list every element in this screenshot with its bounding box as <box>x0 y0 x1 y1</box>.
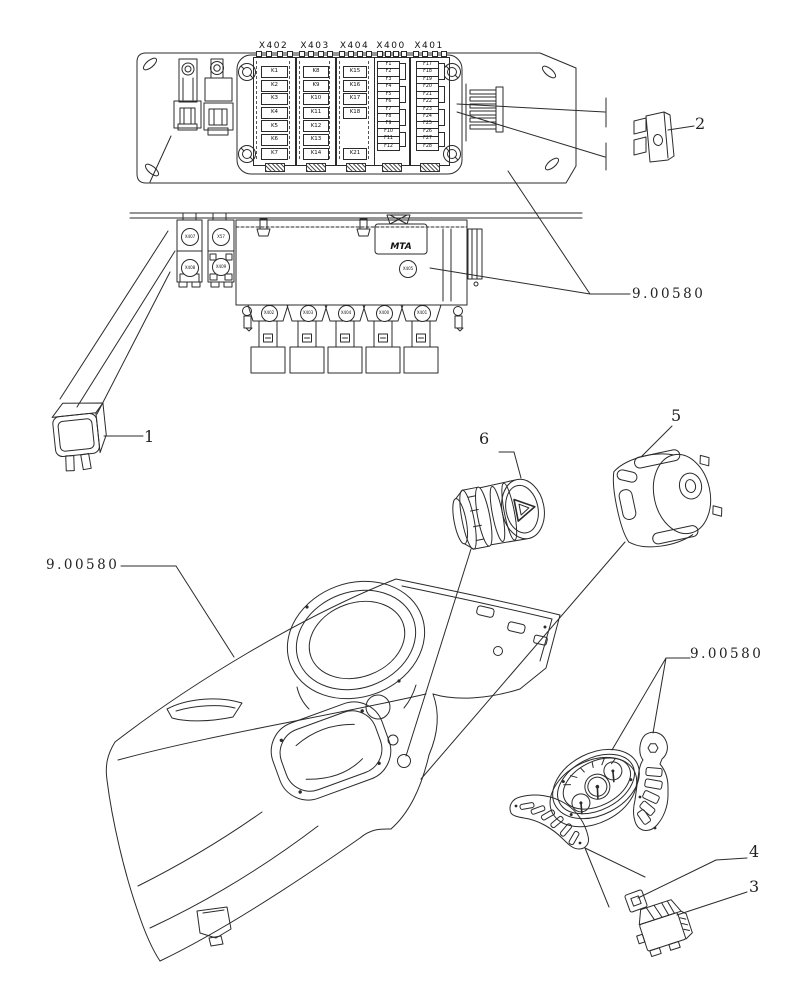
fuse-cell-F3: F3 <box>377 76 400 85</box>
fuse-cell-K5: K5 <box>261 120 288 132</box>
ref-fusebox-leaders <box>430 171 630 294</box>
fuse-location-leaders <box>457 98 606 170</box>
column-rail <box>289 61 290 159</box>
column-rail <box>368 61 369 159</box>
bottom-connector-label: X404 <box>338 305 355 322</box>
ref-console-leader <box>121 566 234 657</box>
hazard-switch-leader <box>406 549 471 756</box>
slotted-bracket-left <box>510 795 645 907</box>
column-bottom-stub <box>306 163 326 172</box>
fuse-cell-K6: K6 <box>261 134 288 146</box>
fuse-cell-K8: K8 <box>303 66 329 78</box>
fuse-cell-F1: F1 <box>377 61 400 70</box>
gauge-center <box>581 770 615 804</box>
fuse-cell-F11: F11 <box>377 136 400 145</box>
column-rail <box>299 61 300 159</box>
column-header-X404: X404 <box>339 41 370 51</box>
fuse-cell-F6: F6 <box>377 98 400 107</box>
end-bolt-icon <box>454 307 464 332</box>
fuse-cell-F2: F2 <box>377 68 400 77</box>
rocker-switch-part <box>629 897 695 959</box>
callout-5: 5 <box>671 406 682 425</box>
console-cowl-drawing <box>106 562 560 961</box>
side-right-bracket <box>468 229 482 286</box>
fuse-hole <box>653 134 663 146</box>
side-connector-label: X409 <box>212 258 230 276</box>
fuse-cell-K12: K12 <box>303 120 329 132</box>
fuse-cell-K13: K13 <box>303 134 329 146</box>
square-nut-part <box>624 889 647 912</box>
column-tab <box>256 51 262 57</box>
callout-6-leader <box>499 452 521 478</box>
knob-leader <box>421 542 625 779</box>
left-winglet <box>167 699 242 721</box>
callout-1-leaders <box>60 231 175 414</box>
column-tab <box>277 51 283 57</box>
hazard-triangle-icon <box>514 496 537 521</box>
column-tab <box>339 51 345 57</box>
callout-5-leader <box>641 426 672 457</box>
fuse-cell-F12: F12 <box>377 143 400 152</box>
bottom-connector-label: X401 <box>414 305 431 322</box>
fuse-cell-F17: F17 <box>416 61 439 70</box>
column-tab <box>401 51 407 57</box>
fuse-spare-tab <box>399 132 406 147</box>
blade-fuse-part <box>634 112 694 162</box>
column-tab <box>266 51 272 57</box>
callout-6: 6 <box>479 429 490 448</box>
instrument-bezel-opening <box>271 562 442 717</box>
side-connector-label: X407 <box>181 228 199 246</box>
column-bottom-stub <box>346 163 366 172</box>
bottom-connector-label: X403 <box>300 305 317 322</box>
fuse-cell-F8: F8 <box>377 113 400 122</box>
column-header-X402: X402 <box>258 41 289 51</box>
deck-details <box>476 605 548 655</box>
ref-number-console: 9.00580 <box>46 557 120 573</box>
corner-slot <box>142 56 159 72</box>
column-tab <box>308 51 314 57</box>
column-header-X401: X401 <box>414 41 444 51</box>
hazard-switch-part <box>449 476 550 552</box>
fuse-cell-F10: F10 <box>377 128 400 137</box>
fuse-cell-K1: K1 <box>261 66 288 78</box>
side-connector-label: X57 <box>212 228 230 246</box>
fuse-cell-F21: F21 <box>416 91 439 100</box>
fuse-spare-tab <box>438 132 445 147</box>
fuse-cell-F24: F24 <box>416 113 439 122</box>
corner-slot <box>544 156 561 172</box>
side-box-outline <box>236 220 467 305</box>
brand-logo: MTA <box>390 242 412 252</box>
fuse-cell-F23: F23 <box>416 106 439 115</box>
fuse-cell-K10: K10 <box>303 93 329 105</box>
fuse-spare-tab <box>399 63 406 80</box>
column-tab <box>366 51 372 57</box>
fuse-spare-tab <box>438 63 445 80</box>
column-tab <box>441 51 447 57</box>
column-rail <box>329 61 330 159</box>
callout-4-leader <box>638 858 747 898</box>
fuse-cell-K16: K16 <box>343 80 367 92</box>
fuse-cell-F20: F20 <box>416 83 439 92</box>
fuse-spare-tab <box>438 109 445 126</box>
fuse-cell-F4: F4 <box>377 83 400 92</box>
bottom-connector-label: X402 <box>261 305 278 322</box>
callout-1: 1 <box>144 427 155 446</box>
fuse-spare-tab <box>399 109 406 126</box>
steering-column-opening <box>263 694 399 809</box>
fuse-cell-K4: K4 <box>261 107 288 119</box>
fuse-cell-F27: F27 <box>416 136 439 145</box>
fuse-cell-K17: K17 <box>343 93 367 105</box>
fuse-cell-F19: F19 <box>416 76 439 85</box>
center-connector-label: X405 <box>399 260 417 278</box>
fuse-cell-F9: F9 <box>377 121 400 130</box>
fuse-cell-F28: F28 <box>416 143 439 152</box>
fuse-cell-K2: K2 <box>261 80 288 92</box>
callout-3: 3 <box>749 877 760 896</box>
column-tab <box>357 51 363 57</box>
gauge-needle <box>593 787 602 799</box>
fuse-spare-tab <box>399 86 406 103</box>
callout-3-leader <box>677 892 747 915</box>
fuse-cell-K9: K9 <box>303 80 329 92</box>
plate-left-bracket-a <box>174 59 201 130</box>
fuse-cell-K3: K3 <box>261 93 288 105</box>
switch-hole-hazard <box>388 735 398 745</box>
side-connector-label: X408 <box>181 259 199 277</box>
relay-part <box>51 399 110 472</box>
bottom-foot-bracket <box>197 907 231 946</box>
column-rail <box>256 61 257 159</box>
column-tab <box>385 51 391 57</box>
fuse-cell-K7: K7 <box>261 148 288 160</box>
callout-2: 2 <box>695 114 706 133</box>
column-tab <box>413 51 419 57</box>
bottom-connector-label: X400 <box>376 305 393 322</box>
plate-bend-line <box>150 136 171 182</box>
brand-plate <box>375 215 427 254</box>
column-tab <box>377 51 383 57</box>
corner-slot <box>541 64 558 80</box>
fuse-cell-F22: F22 <box>416 98 439 107</box>
fuse-spare-tab <box>438 86 445 103</box>
fuse-cell-F25: F25 <box>416 121 439 130</box>
column-tab <box>348 51 354 57</box>
switch-hole-knob <box>398 755 411 768</box>
callout-2-leader <box>668 126 694 130</box>
end-bolt-icon <box>243 307 253 332</box>
column-tab <box>432 51 438 57</box>
fuse-cell-K21: K21 <box>343 148 367 160</box>
column-tab <box>327 51 333 57</box>
fuse-cell-K14: K14 <box>303 148 329 160</box>
column-bottom-stub <box>265 163 285 172</box>
ref-cluster-leaders <box>612 658 690 750</box>
ref-number-cluster-group: 9.00580 <box>690 646 764 662</box>
fuse-cell-K15: K15 <box>343 66 367 78</box>
fuse-cell-F7: F7 <box>377 106 400 115</box>
slotted-bracket-right <box>634 732 668 830</box>
fuse-cell-F18: F18 <box>416 68 439 77</box>
column-bottom-stub <box>420 163 440 172</box>
callout-4: 4 <box>749 842 760 861</box>
plate-left-bracket-b <box>204 59 233 135</box>
column-tab <box>318 51 324 57</box>
fuse-cell-K11: K11 <box>303 107 329 119</box>
column-tab <box>393 51 399 57</box>
column-tab <box>422 51 428 57</box>
knob-part <box>608 442 727 553</box>
ref-number-fusebox: 9.00580 <box>632 286 706 302</box>
column-tab <box>287 51 293 57</box>
column-rail <box>339 61 340 159</box>
edge-pin-connector <box>466 84 503 141</box>
column-header-X400: X400 <box>376 41 406 51</box>
column-bottom-stub <box>382 163 402 172</box>
column-header-X403: X403 <box>300 41 330 51</box>
hex-hole <box>648 744 658 753</box>
fuse-cell-K18: K18 <box>343 107 367 119</box>
fuse-cell-F26: F26 <box>416 128 439 137</box>
fuse-cell-F5: F5 <box>377 91 400 100</box>
column-tab <box>299 51 305 57</box>
